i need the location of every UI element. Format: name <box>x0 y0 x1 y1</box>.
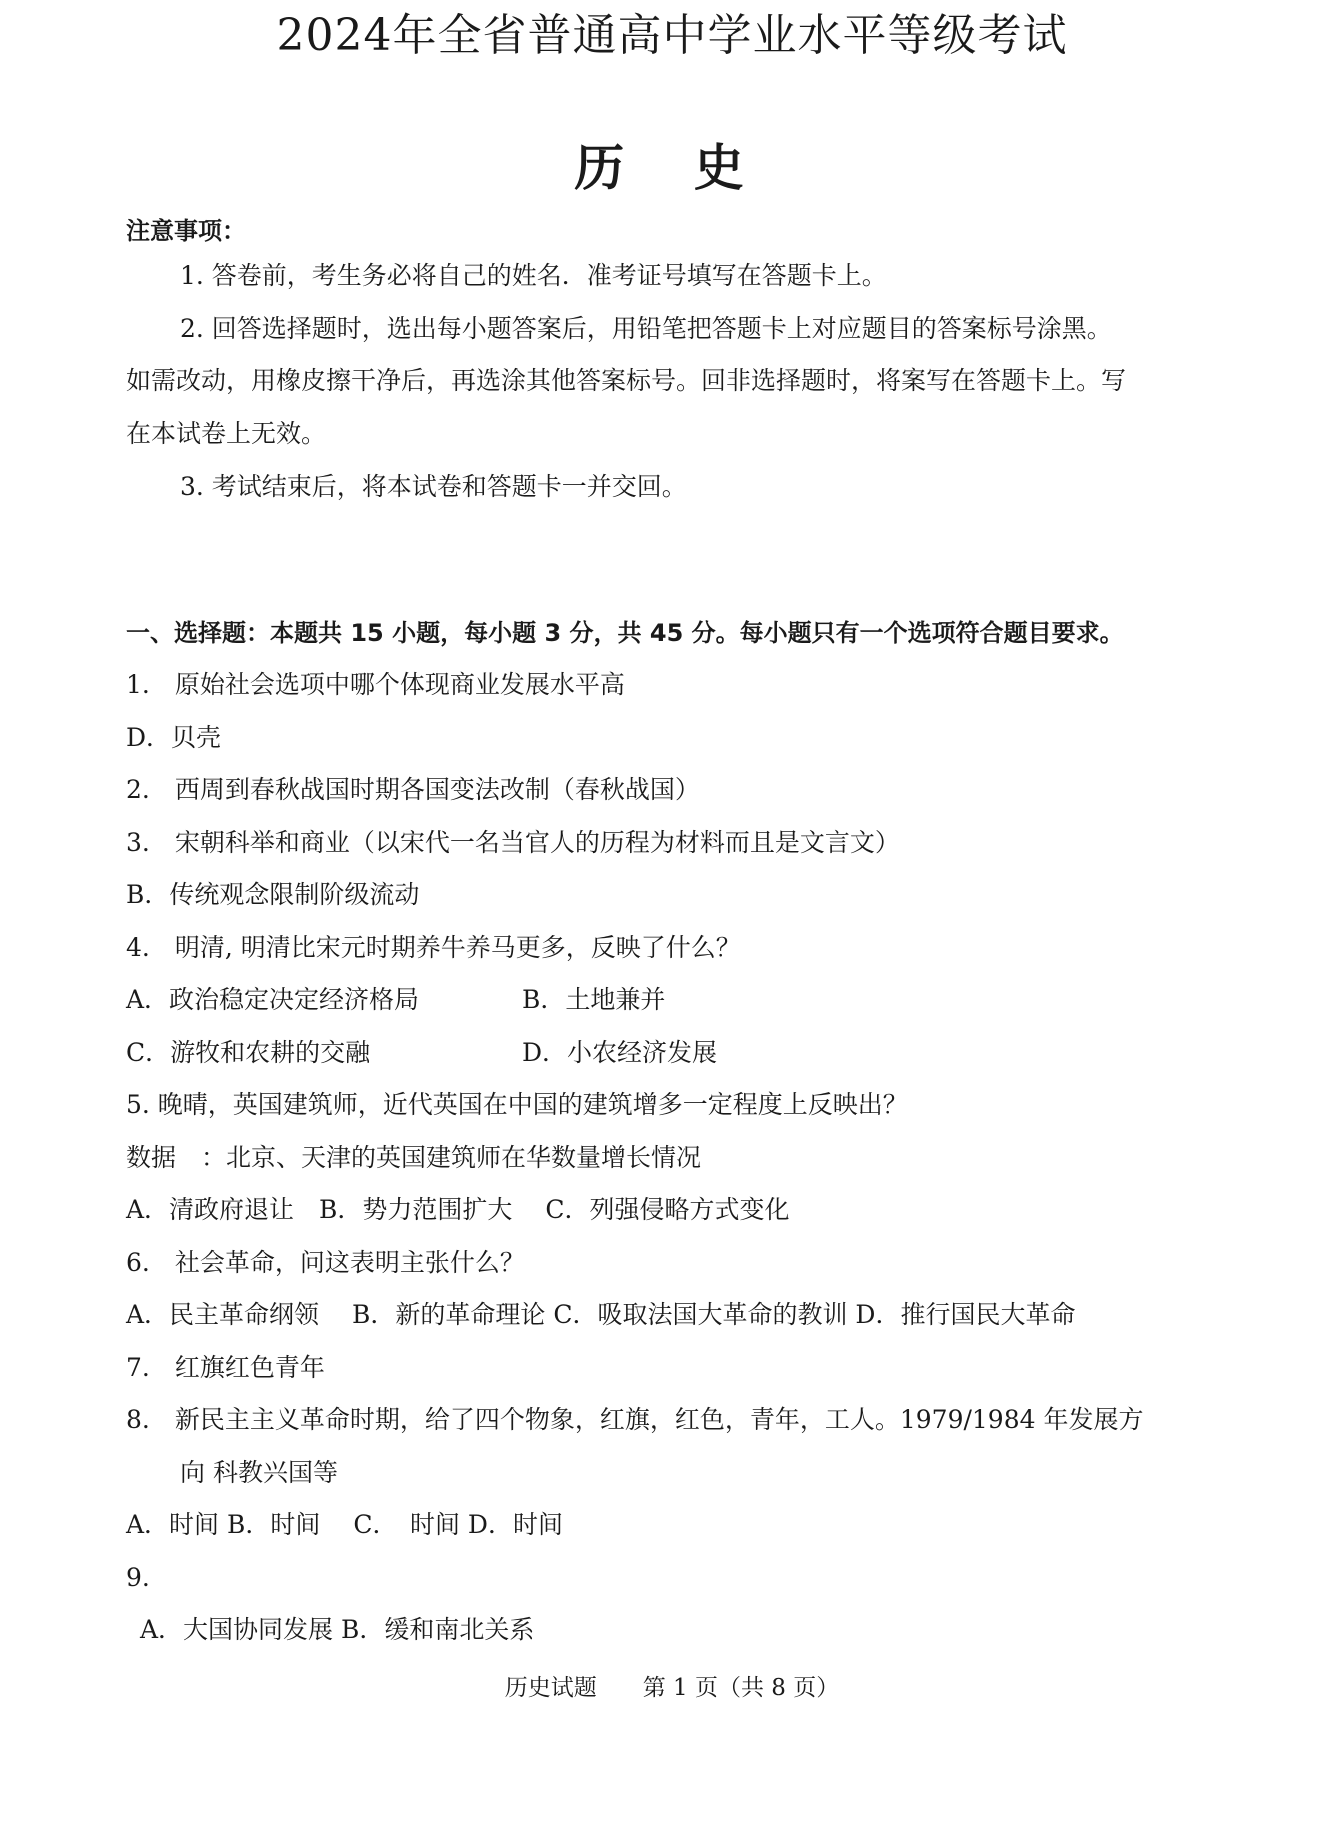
question-8-line-2: 向 科教兴国等 <box>180 1458 338 1487</box>
notice-item-3: 3. 考试结束后，将本试卷和答题卡一并交回。 <box>180 472 687 501</box>
question-9-options: A．大国协同发展 B．缓和南北关系 <box>140 1615 535 1644</box>
page-footer: 历史试题 第 1 页（共 8 页） <box>504 1675 840 1701</box>
section-1-heading: 一、选择题：本题共 15 小题，每小题 3 分，共 45 分。每小题只有一个选项符合题目要求。 <box>126 619 1124 647</box>
notice-item-2-line-3: 在本试卷上无效。 <box>126 419 327 448</box>
question-3-option-b: B．传统观念限制阶级流动 <box>126 880 420 909</box>
question-7: 7. 红旗红色青年 <box>126 1353 325 1382</box>
question-1: 1. 原始社会选项中哪个体现商业发展水平高 <box>126 670 625 699</box>
question-4-option-b: B．土地兼并 <box>522 985 666 1014</box>
question-8-options: A．时间 B．时间 C． 时间 D．时间 <box>126 1510 563 1539</box>
question-4-option-d: D．小农经济发展 <box>522 1038 718 1067</box>
subject-title: 历 史 <box>574 139 770 197</box>
notice-item-1: 1. 答卷前，考生务必将自己的姓名．准考证号填写在答题卡上。 <box>180 261 887 290</box>
question-5-options: A．清政府退让 B．势力范围扩大 C．列强侵略方式变化 <box>126 1195 790 1224</box>
question-1-option-d: D．贝壳 <box>126 723 222 752</box>
exam-title: 2024年全省普通高中学业水平等级考试 <box>276 10 1068 61</box>
question-9: 9. <box>126 1563 150 1592</box>
question-5: 5. 晚晴，英国建筑师，近代英国在中国的建筑增多一定程度上反映出？ <box>126 1090 908 1119</box>
notice-heading: 注意事项： <box>126 217 246 245</box>
question-4-option-c: C．游牧和农耕的交融 <box>126 1038 371 1067</box>
question-6: 6. 社会革命，问这表明主张什么？ <box>126 1248 525 1277</box>
question-4: 4. 明清, 明清比宋元时期养牛养马更多，反映了什么？ <box>126 933 741 962</box>
question-3: 3. 宋朝科举和商业（以宋代一名当官人的历程为材料而且是文言文） <box>126 828 900 857</box>
question-5-data: 数据 ：北京、天津的英国建筑师在华数量增长情况 <box>126 1143 702 1172</box>
notice-item-2-line-2: 如需改动，用橡皮擦干净后，再选涂其他答案标号。回非选择题时，将案写在答题卡上。写 <box>126 366 1127 395</box>
question-4-option-a: A．政治稳定决定经济格局 <box>126 985 420 1014</box>
question-8-line-1: 8. 新民主主义革命时期，给了四个物象，红旗，红色，青年，工人。1979/1984 年发展方 <box>126 1405 1144 1434</box>
question-2: 2. 西周到春秋战国时期各国变法改制（春秋战国） <box>126 775 700 804</box>
notice-item-2-line-1: 2. 回答选择题时，选出每小题答案后，用铅笔把答题卡上对应题目的答案标号涂黑。 <box>180 314 1112 343</box>
question-6-options: A．民主革命纲领 B．新的革命理论 C．吸取法国大革命的教训 D．推行国民大革命 <box>126 1300 1076 1329</box>
